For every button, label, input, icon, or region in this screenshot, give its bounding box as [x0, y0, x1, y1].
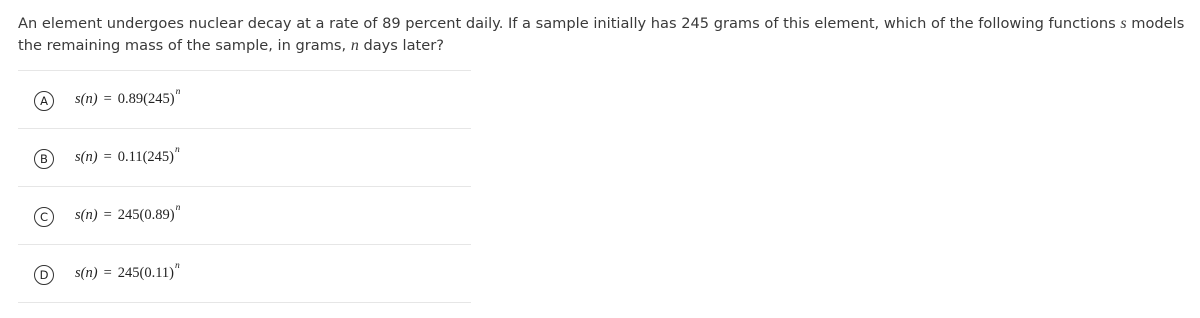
choice-a-fn: s	[75, 90, 81, 107]
choice-b-letter-badge[interactable]: B	[34, 149, 54, 169]
choice-a[interactable]	[18, 71, 471, 129]
choice-c-letter-badge[interactable]: C	[34, 207, 54, 227]
variable-n: n	[350, 37, 359, 54]
choice-b-fn: s	[75, 148, 81, 165]
choice-a-arg: (n)	[80, 90, 98, 107]
choice-b-formula	[75, 145, 180, 166]
choice-c[interactable]	[18, 187, 471, 245]
choice-d-equals: =	[103, 264, 112, 281]
choice-d-letter-badge[interactable]: D	[34, 265, 54, 285]
question-text-part-1: An element undergoes nuclear decay at a rate of 89 percent daily. If a sample initially has 245 grams of this element, which of the following functions	[18, 15, 1121, 32]
choice-b-base: 0.11(245)	[117, 148, 175, 165]
choice-a-exponent: n	[175, 87, 181, 97]
choice-a-formula	[75, 87, 181, 108]
choice-b-exponent: n	[175, 145, 180, 155]
choice-c-fn: s	[75, 206, 81, 223]
choice-c-equals: =	[103, 206, 112, 223]
choice-b-equals: =	[103, 148, 112, 165]
choice-c-exponent: n	[175, 203, 181, 213]
choice-a-equals: =	[103, 90, 112, 107]
choice-d-fn: s	[75, 264, 81, 281]
choice-d[interactable]	[18, 245, 471, 303]
choice-c-base: 245(0.89)	[117, 206, 175, 223]
choice-b[interactable]	[18, 129, 471, 187]
choice-c-formula	[75, 203, 181, 224]
question-text-part-3: days later?	[358, 37, 444, 54]
choice-a-letter-badge[interactable]: A	[34, 91, 54, 111]
choice-b-arg: (n)	[80, 148, 98, 165]
choice-d-arg: (n)	[80, 264, 98, 281]
variable-s: s	[1120, 15, 1127, 32]
choice-d-base: 245(0.11)	[117, 264, 175, 281]
choice-d-exponent: n	[175, 261, 180, 271]
question-text-part-2: models the remaining mass of the sample, in grams,	[18, 15, 1185, 54]
choice-a-base: 0.89(245)	[117, 90, 175, 107]
choice-d-formula	[75, 261, 180, 282]
question-text	[18, 13, 1193, 57]
answer-choices	[18, 70, 471, 303]
choice-c-arg: (n)	[80, 206, 98, 223]
